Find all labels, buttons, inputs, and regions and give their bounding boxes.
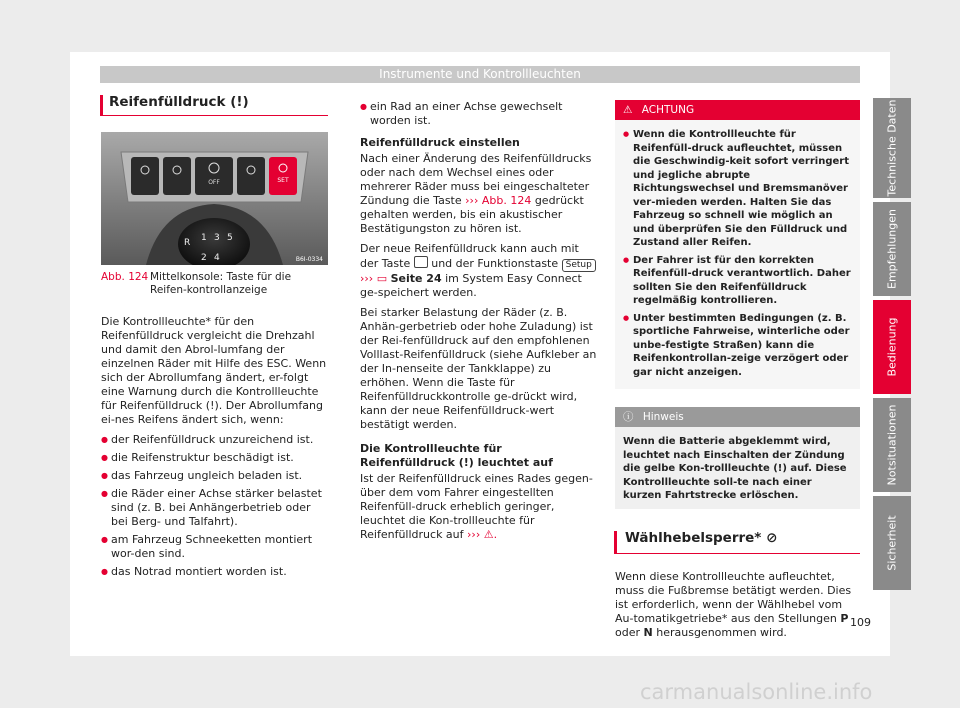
warning-reference-link[interactable]: ››› ⚠. [467, 528, 498, 541]
column-middle [360, 100, 598, 548]
section-title-selector-lock [614, 531, 860, 554]
tab-label: Sicherheit [885, 515, 899, 571]
center-console-illustration [101, 132, 328, 265]
tab-empfehlungen[interactable] [873, 202, 911, 296]
subheading-set-pressure: Reifenfülldruck einstellen [360, 136, 520, 149]
paragraph-heavy-load: Bei starker Belastung der Räder (z. B. Anhän-gerbetrieb oder hohe Zuladung) ist der Rei-fenfülldruck auf den empfohlenen Volllast-Reifenfülldruck (siehe Aufkleber an der In-nenseite der Tankklappe) zu erhöhen. Wenn die Taste für Reifenfülldruckkontrolle ge-drückt wird, kann der neue Reifenfülldruck-wert bestätigt werden. [360, 306, 597, 431]
tab-label: Empfehlungen [885, 209, 899, 289]
paragraph-easy-connect [360, 242, 598, 300]
cause-list [101, 433, 328, 579]
warning-triangle-icon: ⚠ [623, 104, 633, 116]
list-item: ● die Räder einer Achse stärker belastet sind (z. B. bei Anhängerbetrieb oder bei Berg- und Talfahrt). [101, 487, 328, 529]
paragraph-set-pressure [360, 152, 598, 236]
text: im System Easy Connect ge-speichert werden. [360, 272, 582, 299]
tab-label: Technische Daten [885, 99, 899, 197]
page-header: Instrumente und Kontrollleuchten [100, 66, 860, 83]
gear-3-label: 3 [214, 233, 220, 243]
tab-notsituationen[interactable] [873, 398, 911, 492]
text: herausgenommen wird. [656, 625, 787, 639]
column-right [615, 100, 860, 646]
watermark: carmanualsonline.info [640, 680, 873, 704]
tab-sicherheit[interactable] [873, 496, 911, 590]
list-item: ● ein Rad an einer Achse gewechselt worden ist. [360, 100, 598, 128]
paragraph-selector-lock [615, 570, 860, 640]
hint-box [615, 407, 860, 509]
tire-pressure-icon: (!) [230, 94, 249, 110]
selector-lever-lock-icon: ⊘ [766, 529, 778, 546]
warning-box-title: ACHTUNG [641, 104, 695, 116]
section-title-tire-pressure [100, 95, 328, 116]
text: Nach einer Änderung des Reifenfülldrucks oder nach dem Wechsel eines oder mehrerer Räder muss bei eingeschalteter Zündung die Taste [360, 152, 592, 207]
figure-code: B6I-0334 [295, 256, 323, 263]
text: Der neue Reifenfülldruck kann auch mit der Taste [360, 242, 579, 270]
section-title-text: Reifenfülldruck [109, 94, 226, 110]
tab-technische-daten[interactable] [873, 98, 911, 198]
list-item: ● der Reifenfülldruck unzureichend ist. [101, 433, 328, 447]
warning-box [615, 100, 860, 389]
text: oder [615, 625, 641, 639]
text: Ist der Reifenfülldruck eines Rades gegen-über dem vom Fahrer eingestellten Reifenfüll-druck erheblich geringer, leuchtet die Kon-trollleuchte für Reifenfülldruck auf [360, 472, 593, 541]
text: und der Funktionstaste [431, 257, 559, 270]
car-key-icon [414, 256, 428, 268]
page-number: 109 [850, 616, 871, 629]
setup-key: Setup [562, 259, 596, 272]
list-item: ● das Fahrzeug ungleich beladen ist. [101, 469, 328, 483]
position-p: P [840, 611, 849, 625]
figure-caption [101, 271, 328, 297]
list-item: ● Wenn die Kontrollleuchte für Reifenfüll-druck aufleuchtet, müssen die Geschwindig-keit sofort verringert und jegliche abrupte Richtungswechsel und Bremsmanöver ver-mieden werden. Halten Sie das Fahrzeug so schnell wie möglich an und überprüfen Sie den Fülldruck und Zustand aller Reifen. [623, 128, 852, 250]
gear-4-label: 4 [214, 253, 220, 263]
hint-box-title: Hinweis [642, 411, 684, 423]
tab-label: Bedienung [885, 317, 899, 377]
gear-5-label: 5 [227, 233, 233, 243]
text: gedrückt gehalten werden, bis ein akustischer Bestätigungston zu hören ist. [360, 194, 584, 235]
gear-2-label: 2 [201, 253, 207, 263]
tab-bedienung[interactable] [873, 300, 911, 394]
chapter-tabs [873, 98, 911, 594]
position-n: N [643, 625, 653, 639]
page-reference-link[interactable]: Seite 24 [390, 272, 442, 285]
caption-label: Abb. 124 [101, 271, 149, 283]
text: Wenn diese Kontrollleuchte aufleuchtet, muss die Fußbremse betätigt werden. Dies ist erforderlich, wenn der Wählhebel vom Au-tomatikgetriebe* aus den Stellungen [615, 569, 852, 625]
figure-center-console [101, 132, 328, 265]
hint-box-header [615, 407, 860, 427]
list-item: ● Der Fahrer ist für den korrekten Reifenfüll-druck verantwortlich. Daher sollten Sie den Reifenfülldruck regelmäßig kontrollieren. [623, 254, 852, 308]
paragraph-lamp-on [360, 472, 598, 542]
column-left [101, 95, 328, 583]
section-title-text: Wählhebelsperre* [625, 529, 762, 546]
list-item: ● Unter bestimmten Bedingungen (z. B. sportliche Fahrweise, winterliche oder unbe-festigte Straßen) kann die Reifenkontrollan-zeige verzögert oder gar nicht anzeigen. [623, 312, 852, 380]
gear-r-label: R [184, 238, 191, 248]
tab-label: Notsituationen [885, 404, 899, 486]
hint-box-body: Wenn die Batterie abgeklemmt wird, leuchtet nach Einschalten der Zündung die gelbe Kon-trollleuchte (!) auf. Diese Kontrollleuchte soll-te nach einer kurzen Fahrtstrecke erlöschen. [615, 427, 860, 509]
set-button-label: SET [277, 177, 289, 184]
subheading-lamp-on: Die Kontrollleuchte für Reifenfülldruck (!) leuchtet auf [360, 442, 553, 469]
warning-box-header [615, 100, 860, 120]
page-reference-arrows[interactable]: ››› [360, 272, 374, 285]
list-item: ● am Fahrzeug Schneeketten montiert wor-den sind. [101, 533, 328, 561]
list-item: ● das Notrad montiert worden ist. [101, 565, 328, 579]
info-icon: ⓘ [623, 411, 634, 423]
figure-reference-link[interactable]: ››› Abb. 124 [465, 194, 532, 207]
intro-paragraph: Die Kontrollleuchte* für den Reifenfülldruck vergleicht die Drehzahl und damit den Abrol-lumfang der einzelnen Räder mit Hilfe des ESC. Wenn sich der Abrollumfang ändert, er-folgt eine Warnung durch die Kontrollleuchte für Reifenfülldruck (!). Der Abrollumfang ei-nes Reifens ändert sich, wenn: [101, 315, 327, 426]
warning-box-body [615, 120, 860, 389]
list-item: ● die Reifenstruktur beschädigt ist. [101, 451, 328, 465]
book-icon: ▭ [376, 272, 388, 285]
caption-text: Mittelkonsole: Taste für die Reifen-kontrollanzeige [150, 271, 292, 296]
off-button-label: OFF [208, 179, 220, 186]
gear-1-label: 1 [201, 233, 207, 243]
